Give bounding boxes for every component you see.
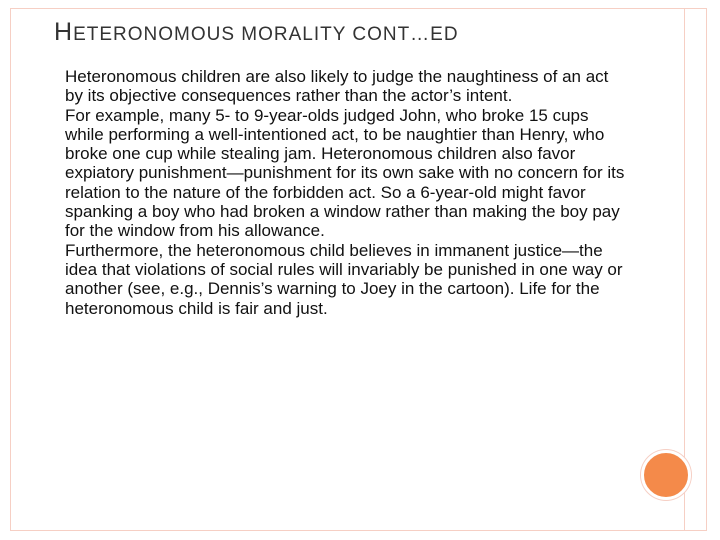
slide-title-initial: H xyxy=(54,18,74,46)
slide-title-rest: ETERONOMOUS MORALITY CONT…ED xyxy=(73,24,459,45)
slide-body xyxy=(65,67,625,318)
body-paragraph-1: Heteronomous children are also likely to judge the naughtiness of an act by its objective consequences rather than the actor’s intent. xyxy=(65,67,609,106)
slide-title xyxy=(54,18,459,49)
body-paragraph-2: For example, many 5- to 9-year-olds judged John, who broke 15 cups while performing a well-intentioned act, to be naughtier than Henry, who broke one cup while stealing jam. Heteronomous children also favor expiatory punishment—punishment for its own sake with no concern for its relation to the nature of the forbidden act. So a 6-year-old might favor spanking a boy who had broken a window rather than making the boy pay for the window from his allowance. xyxy=(65,105,625,241)
body-paragraph-3: Furthermore, the heteronomous child believes in immanent justice—the idea that violations of social rules will invariably be punished in one way or another (see, e.g., Dennis’s warning to Joey in the cartoon). Life for the heteronomous child is fair and just. xyxy=(65,240,623,318)
slide-frame-divider xyxy=(684,8,685,531)
decorative-orange-circle xyxy=(641,450,691,500)
